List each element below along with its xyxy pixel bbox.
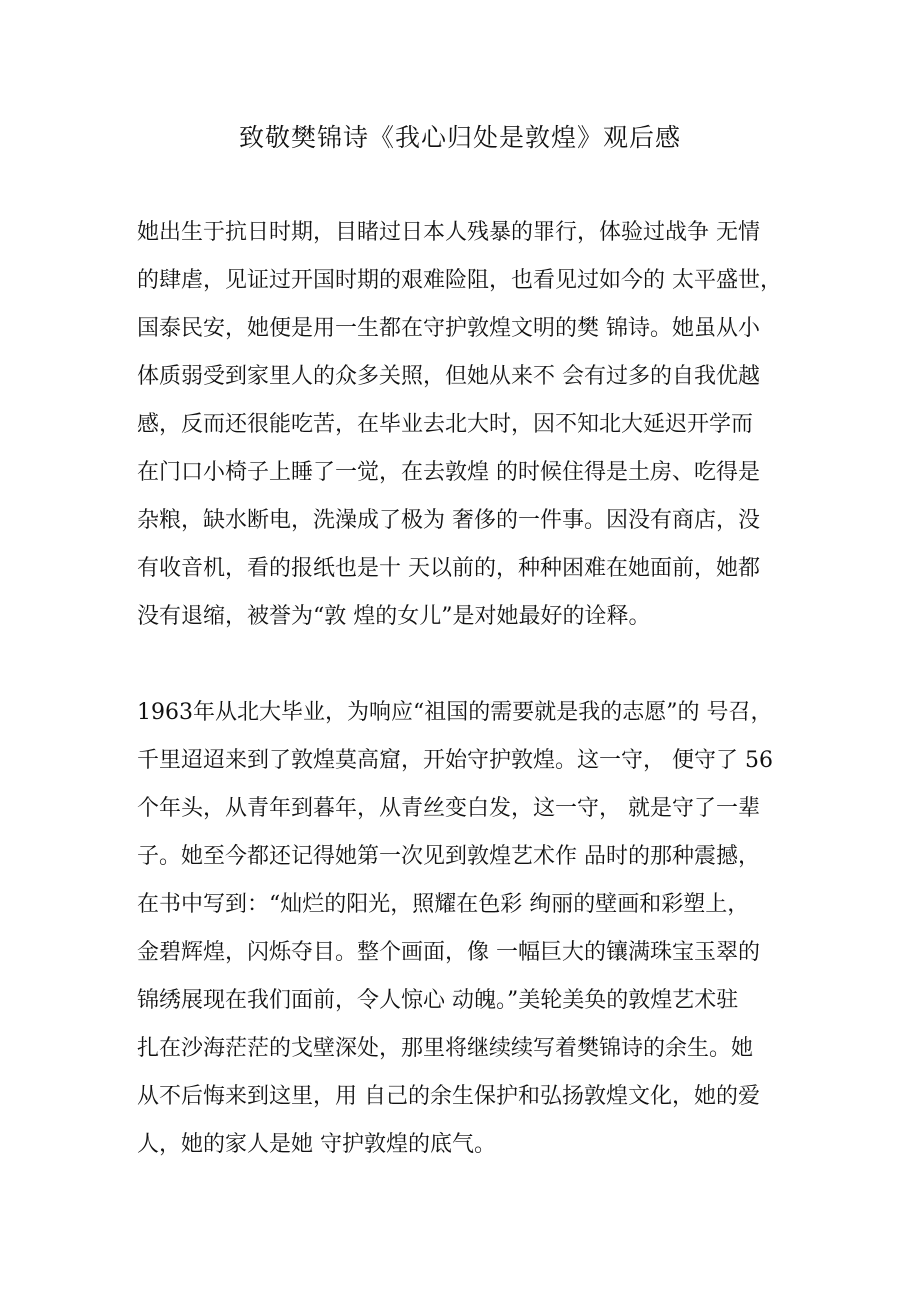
- paragraph-line: 金碧辉煌，闪烁夺目。整个画面，像 一幅巨大的镶满珠宝玉翠的: [137, 940, 760, 965]
- paragraph-line: 个年头，从青年到暮年，从青丝变白发，这一守， 就是守了一辈: [137, 796, 760, 821]
- paragraph-line: 国泰民安，她便是用一生都在守护敦煌文明的樊 锦诗。她虽从小: [137, 316, 760, 341]
- paragraph-1: [137, 209, 817, 641]
- paragraph-line: 人，她的家人是她 守护敦煌的底气。: [137, 1132, 496, 1157]
- paragraph-line: 在门口小椅子上睡了一觉，在去敦煌 的时候住得是土房、吃得是: [137, 460, 760, 485]
- paragraph-line: 千里迢迢来到了敦煌莫高窟，开始守护敦煌。这一守， 便守了 56: [137, 748, 773, 773]
- paragraph-line: 有收音机，看的报纸也是十 天以前的，种种困难在她面前，她都: [137, 556, 760, 581]
- paragraph-line: 没有退缩，被誉为“敦 煌的女儿”是对她最好的诠释。: [137, 604, 651, 629]
- paragraph-line: 从不后悔来到这里，用 自己的余生保护和弘扬敦煌文化，她的爱: [137, 1084, 760, 1109]
- paragraph-line: 扎在沙海茫茫的戈壁深处，那里将继续续写着樊锦诗的余生。她: [137, 1036, 754, 1061]
- paragraph-line: 1963年从北大毕业，为响应“祖国的需要就是我的志愿”的 号召，: [137, 700, 773, 725]
- paragraph-line: 在书中写到：“灿烂的阳光，照耀在色彩 绚丽的壁画和彩塑上，: [137, 892, 750, 917]
- paragraph-line: 她出生于抗日时期，目睹过日本人残暴的罪行，体验过战争 无情: [137, 220, 760, 245]
- paragraph-line: 锦绣展现在我们面前，令人惊心 动魄。”美轮美奂的敦煌艺术驻: [137, 988, 739, 1013]
- paragraph-line: 的肆虐，见证过开国时期的艰难险阻，也看见过如今的 太平盛世，: [137, 268, 782, 293]
- paragraph-line: 杂粮，缺水断电，洗澡成了极为 奢侈的一件事。因没有商店，没: [137, 508, 760, 533]
- paragraph-line: 感，反而还很能吃苦，在毕业去北大时，因不知北大延迟开学而: [137, 412, 754, 437]
- paragraph-line: 体质弱受到家里人的众多关照，但她从来不 会有过多的自我优越: [137, 364, 760, 389]
- document-title: 致敬樊锦诗《我心归处是敦煌》观后感: [238, 123, 681, 152]
- paragraph-line: 子。她至今都还记得她第一次见到敦煌艺术作 品时的那种震撼，: [137, 844, 760, 869]
- paragraph-2: [137, 689, 817, 1169]
